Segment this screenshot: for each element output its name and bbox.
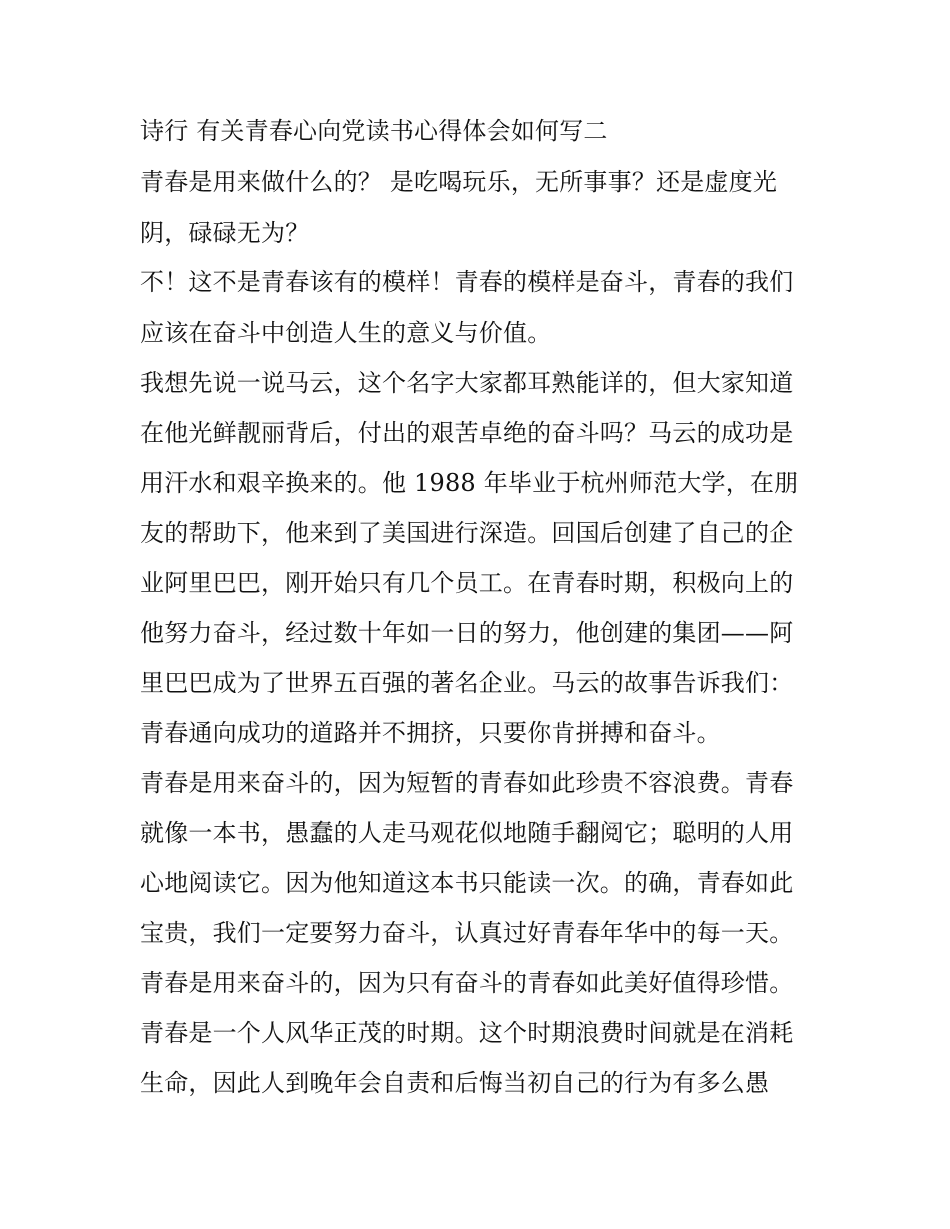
text-line: 我想先说一说马云，这个名字大家都耳熟能详的，但大家知道 xyxy=(140,369,794,397)
text-line: 青春是一个人风华正茂的时期。这个时期浪费时间就是在消耗 xyxy=(140,1019,794,1047)
text-line: 不！这不是青春该有的模样！青春的模样是奋斗，青春的我们 xyxy=(140,268,794,296)
text-line: 青春通向成功的道路并不拥挤，只要你肯拼搏和奋斗。 xyxy=(140,719,721,747)
text-line: 青春是用来奋斗的，因为只有奋斗的青春如此美好值得珍惜。 xyxy=(140,969,794,997)
text-line: 阴，碌碌无为？ xyxy=(140,219,310,247)
text-line: 业阿里巴巴，刚开始只有几个员工。在青春时期，积极向上的 xyxy=(140,569,794,597)
text-line: 青春是用来做什么的？ 是吃喝玩乐，无所事事？还是虚度光 xyxy=(140,168,778,196)
text-line: 就像一本书，愚蠢的人走马观花似地随手翻阅它；聪明的人用 xyxy=(140,819,794,847)
text-line: 青春是用来奋斗的，因为短暂的青春如此珍贵不容浪费。青春 xyxy=(140,769,794,797)
text-line: 他努力奋斗，经过数十年如一日的努力，他创建的集团——阿 xyxy=(140,619,794,647)
text-line: 在他光鲜靓丽背后，付出的艰苦卓绝的奋斗吗？马云的成功是 xyxy=(140,419,794,447)
text-line: 友的帮助下，他来到了美国进行深造。回国后创建了自己的企 xyxy=(140,519,794,547)
text-line: 心地阅读它。因为他知道这本书只能读一次。的确，青春如此 xyxy=(140,869,794,897)
document-title: 诗行 有关青春心向党读书心得体会如何写二 xyxy=(140,117,608,145)
text-line: 里巴巴成为了世界五百强的著名企业。马云的故事告诉我们： xyxy=(140,669,794,697)
text-line: 生命，因此人到晚年会自责和后悔当初自己的行为有多么愚 xyxy=(140,1069,770,1097)
text-line: 应该在奋斗中创造人生的意义与价值。 xyxy=(140,319,552,347)
text-line: 宝贵，我们一定要努力奋斗，认真过好青春年华中的每一天。 xyxy=(140,919,794,947)
text-line: 用汗水和艰辛换来的。他 1988 年毕业于杭州师范大学，在朋 xyxy=(140,469,799,497)
